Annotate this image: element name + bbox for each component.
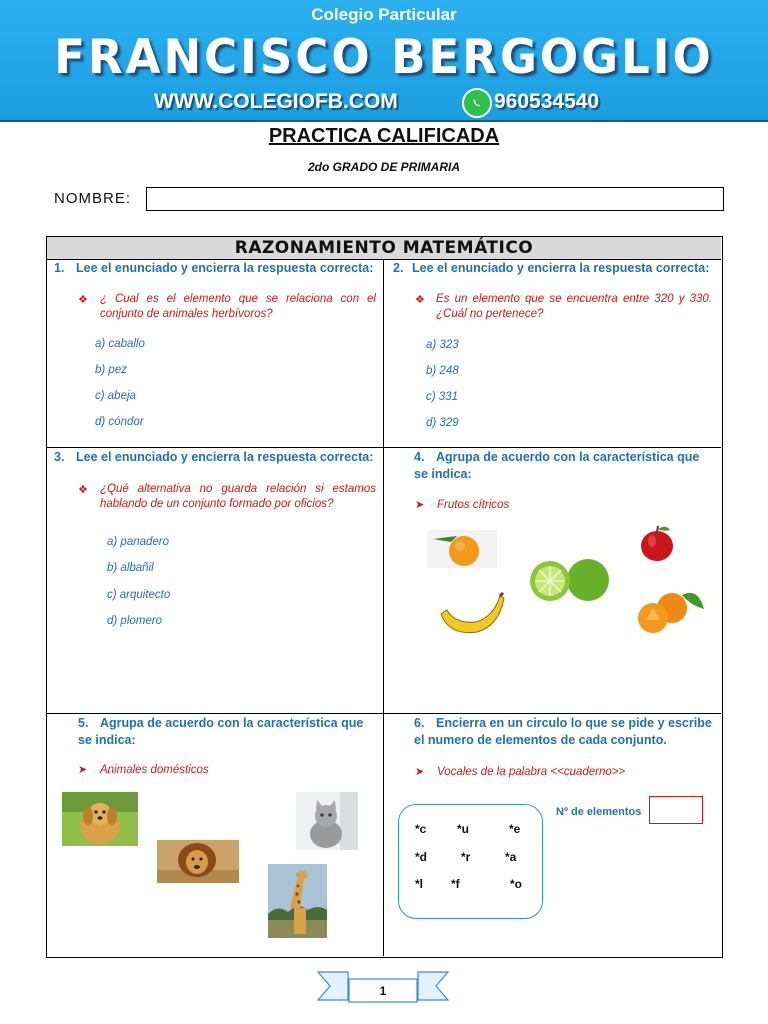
question-1-option[interactable]: a) caballo — [95, 338, 145, 350]
set-element[interactable]: *c — [415, 822, 427, 836]
question-4-prompt: Frutos cítricos — [437, 499, 510, 511]
question-4-number: 4. — [414, 450, 425, 464]
question-3-instruction: Lee el enunciado y encierra la respuesta correcta: — [76, 450, 374, 464]
school-name: FRANCISCO BERGOGLIO — [54, 28, 714, 85]
question-3-option[interactable]: a) panadero — [107, 536, 170, 548]
question-2-title — [393, 260, 718, 277]
question-3-option[interactable]: d) plomero — [107, 615, 162, 627]
document-title: PRACTICA CALIFICADA — [268, 125, 500, 147]
school-website[interactable]: WWW.COLEGIOFB.COM — [154, 90, 398, 113]
question-4-instruction: Agrupa de acuerdo con la característica que se indica: — [414, 450, 700, 481]
question-3-option[interactable]: b) albañil — [107, 562, 154, 574]
question-5-prompt: Animales domésticos — [100, 764, 209, 776]
question-2-option[interactable]: a) 323 — [426, 339, 459, 351]
apple-image[interactable] — [636, 524, 682, 564]
question-3-option[interactable]: c) arquitecto — [107, 589, 171, 601]
question-2-option[interactable]: c) 331 — [426, 391, 458, 403]
diamond-bullet-icon: ❖ — [78, 294, 88, 306]
grade-label: 2do GRADO DE PRIMARIA — [307, 160, 460, 174]
school-type: Colegio Particular — [311, 5, 457, 24]
set-element[interactable]: *r — [461, 850, 471, 864]
banana-image[interactable] — [437, 592, 508, 637]
limes-image[interactable] — [528, 557, 613, 604]
giraffe-image[interactable] — [268, 864, 327, 938]
orange-image[interactable] — [427, 530, 497, 568]
question-1-option[interactable]: d) cóndor — [95, 416, 144, 428]
question-1-title — [54, 260, 379, 277]
document-title-wrap — [0, 125, 768, 148]
divider — [383, 259, 384, 956]
set-element[interactable]: *a — [505, 850, 517, 864]
question-2-instruction: Lee el enunciado y encierra la respuesta correcta: — [412, 261, 710, 275]
question-5-title — [78, 715, 378, 749]
question-1-option[interactable]: b) pez — [95, 364, 127, 376]
diamond-bullet-icon: ❖ — [78, 484, 88, 496]
arrow-bullet-icon: ➤ — [415, 766, 425, 778]
element-count-box[interactable] — [649, 796, 703, 824]
whatsapp-icon — [462, 88, 492, 118]
divider — [47, 447, 721, 448]
lion-image[interactable] — [157, 840, 239, 883]
set-element[interactable]: *d — [415, 850, 427, 864]
diamond-bullet-icon: ❖ — [415, 294, 425, 306]
section-title: RAZONAMIENTO MATEMÁTICO — [47, 237, 721, 259]
question-6-number: 6. — [414, 716, 425, 730]
set-element[interactable]: *f — [451, 877, 460, 891]
question-1-option[interactable]: c) abeja — [95, 390, 136, 402]
name-field[interactable] — [146, 187, 724, 211]
question-4-title — [414, 449, 714, 483]
question-2-option[interactable]: d) 329 — [426, 417, 459, 429]
question-5-instruction: Agrupa de acuerdo con la característica que se indica: — [78, 716, 364, 747]
set-element[interactable]: *e — [509, 822, 521, 836]
arrow-bullet-icon: ➤ — [415, 499, 425, 511]
set-element[interactable]: *o — [510, 877, 522, 891]
question-1-instruction: Lee el enunciado y encierra la respuesta correcta: — [76, 261, 374, 275]
element-count-label: Nº de elementos — [556, 806, 642, 818]
question-5-number: 5. — [78, 716, 89, 730]
page-number: 1 — [379, 984, 387, 998]
question-3-title — [54, 449, 379, 466]
question-6-instruction: Encierra en un circulo lo que se pide y escribe el numero de elementos de cada conjunto. — [414, 716, 712, 747]
question-6-prompt: Vocales de la palabra <<cuaderno>> — [437, 766, 626, 778]
name-label: NOMBRE: — [54, 190, 132, 207]
arrow-bullet-icon: ➤ — [78, 764, 88, 776]
question-2-option[interactable]: b) 248 — [426, 365, 459, 377]
question-3-number: 3. — [54, 450, 65, 464]
set-element[interactable]: *u — [457, 822, 469, 836]
question-3-prompt: ¿Qué alternativa no guarda relación si estamos hablando de un conjunto formado por oficios? — [100, 483, 376, 510]
question-2-number: 2. — [393, 261, 404, 275]
set-element[interactable]: *l — [415, 877, 424, 891]
dog-image[interactable] — [62, 792, 138, 846]
cat-image[interactable] — [296, 792, 358, 850]
question-1-number: 1. — [54, 261, 65, 275]
divider — [47, 713, 721, 714]
tangerine-image[interactable] — [632, 585, 708, 637]
question-6-title — [414, 715, 714, 749]
school-phone: 960534540 — [494, 90, 600, 113]
question-1-prompt: ¿ Cual es el elemento que se relaciona con el conjunto de animales herbívoros? — [100, 293, 376, 320]
question-2-prompt: Es un elemento que se encuentra entre 320 y 330. ¿Cuál no pertenece? — [436, 293, 712, 320]
